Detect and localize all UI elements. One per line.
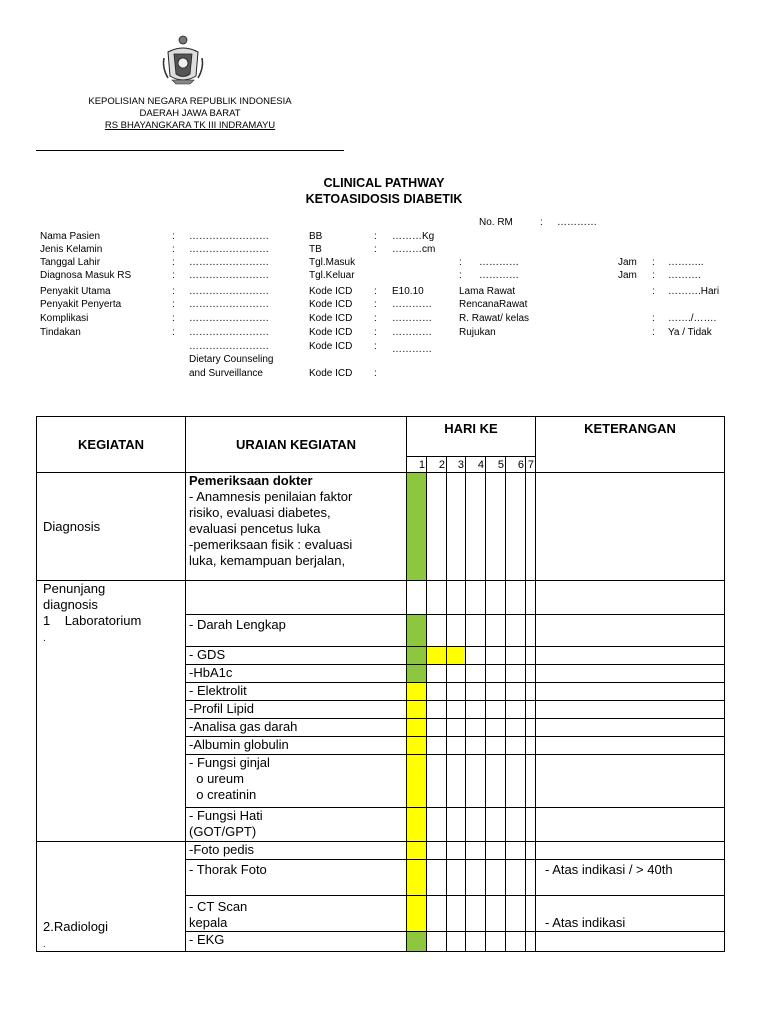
day-cell	[506, 737, 526, 755]
day-cell-filled	[407, 896, 427, 932]
day-cell	[506, 647, 526, 665]
keterangan-cell	[536, 842, 725, 860]
table-row	[37, 473, 725, 581]
header-row	[37, 417, 725, 457]
day-cell	[526, 647, 536, 665]
no-rm-colon: :	[540, 217, 543, 228]
day-cell	[447, 665, 466, 683]
keterangan-cell	[536, 719, 725, 737]
day-cell	[447, 860, 466, 896]
day-cell-filled	[407, 755, 427, 808]
day-cell	[506, 896, 526, 932]
day-cell	[486, 615, 506, 647]
kegiatan-diagnosis: Diagnosis	[37, 473, 186, 581]
field-label: Tindakan	[40, 327, 81, 338]
keterangan-cell	[536, 701, 725, 719]
field-colon: :	[374, 286, 377, 297]
day-cell	[486, 647, 506, 665]
field-colon: :	[459, 270, 462, 281]
day-cell	[486, 683, 506, 701]
day-cell	[427, 683, 447, 701]
uraian-heading: Pemeriksaan dokter	[189, 473, 313, 488]
keterangan-cell	[536, 683, 725, 701]
day-cell	[486, 581, 506, 615]
day-cell-filled	[407, 860, 427, 896]
org-name-line2: DAERAH JAWA BARAT	[139, 108, 241, 119]
field-colon: :	[652, 313, 655, 324]
day-cell	[427, 896, 447, 932]
kegiatan-radiologi: 2.Radiologi .	[37, 842, 186, 952]
field-colon: :	[652, 270, 655, 281]
day-cell-filled	[447, 647, 466, 665]
day-cell	[407, 581, 427, 615]
day-cell	[427, 665, 447, 683]
field-value: ……………………	[189, 270, 269, 281]
day-cell	[526, 755, 536, 808]
day-cell	[427, 755, 447, 808]
keterangan-cell	[536, 755, 725, 808]
document-title: CLINICAL PATHWAY	[323, 176, 445, 190]
day-cell	[486, 665, 506, 683]
day-cell-filled	[407, 808, 427, 842]
day-number: 3	[447, 457, 466, 473]
day-cell	[427, 860, 447, 896]
day-cell	[466, 647, 486, 665]
uraian-cell: -Albumin globulin	[186, 737, 407, 755]
field-label: Lama Rawat	[459, 286, 516, 297]
keterangan-cell	[536, 581, 725, 615]
header-keterangan: KETERANGAN	[536, 417, 725, 473]
field-value: …………	[479, 257, 519, 268]
day-cell	[526, 581, 536, 615]
day-cell	[526, 860, 536, 896]
uraian-cell: -HbA1c	[186, 665, 407, 683]
field-value: ……………………	[189, 299, 269, 310]
day-cell-filled	[407, 701, 427, 719]
no-rm-label: No. RM	[479, 217, 513, 228]
day-cell	[486, 473, 506, 581]
day-cell	[486, 860, 506, 896]
day-cell	[506, 683, 526, 701]
field-value: …………	[392, 344, 432, 355]
uraian-cell: -Profil Lipid	[186, 701, 407, 719]
field-value: ……………………	[189, 327, 269, 338]
keterangan-cell	[536, 647, 725, 665]
day-cell	[427, 842, 447, 860]
keterangan-cell	[536, 808, 725, 842]
day-number: 7	[526, 457, 536, 473]
day-cell	[486, 737, 506, 755]
day-cell	[466, 473, 486, 581]
day-cell	[506, 932, 526, 952]
field-colon: :	[172, 299, 175, 310]
day-cell	[486, 842, 506, 860]
field-label: Penyakit Penyerta	[40, 299, 122, 310]
field-label: TB	[309, 244, 322, 255]
day-cell	[526, 473, 536, 581]
day-cell	[466, 665, 486, 683]
day-cell	[466, 808, 486, 842]
day-cell	[466, 701, 486, 719]
field-colon: :	[172, 286, 175, 297]
day-cell	[466, 896, 486, 932]
field-label: Komplikasi	[40, 313, 89, 324]
day-cell	[447, 615, 466, 647]
field-colon: :	[172, 231, 175, 242]
field-label: Kode ICD	[309, 286, 353, 297]
field-value: ………Kg	[392, 231, 435, 242]
uraian-cell: - GDS	[186, 647, 407, 665]
uraian-cell: Pemeriksaan dokter - Anamnesis penilaian faktor risiko, evaluasi diabetes, evaluasi pencetus luka -pemeriksaan fisik : evaluasi luka, kemampuan berjalan,	[186, 473, 407, 581]
day-cell	[506, 755, 526, 808]
org-name-line1: KEPOLISIAN NEGARA REPUBLIK INDONESIA	[88, 96, 292, 107]
day-cell	[447, 932, 466, 952]
field-colon: :	[652, 286, 655, 297]
field-value: …………	[392, 299, 432, 310]
day-cell-filled	[407, 647, 427, 665]
day-cell	[447, 842, 466, 860]
day-cell	[427, 581, 447, 615]
field-label: BB	[309, 231, 323, 242]
police-emblem-icon	[160, 34, 206, 86]
table-row	[37, 581, 725, 615]
day-cell	[526, 842, 536, 860]
field-value: ……….	[668, 270, 701, 281]
day-cell	[427, 473, 447, 581]
day-cell-filled	[407, 683, 427, 701]
field-value: Ya / Tidak	[668, 327, 712, 338]
day-cell	[427, 719, 447, 737]
day-cell	[427, 737, 447, 755]
field-colon: :	[172, 313, 175, 324]
field-label: Tgl.Keluar	[309, 270, 355, 281]
day-cell	[526, 615, 536, 647]
keterangan-cell: - Atas indikasi	[536, 896, 725, 932]
field-value: ……………………	[189, 313, 269, 324]
day-cell	[427, 701, 447, 719]
day-number: 5	[486, 457, 506, 473]
day-cell	[466, 755, 486, 808]
day-cell	[526, 701, 536, 719]
day-cell	[526, 737, 536, 755]
no-rm-value: …………	[557, 217, 597, 228]
day-cell	[526, 683, 536, 701]
field-value: ………cm	[392, 244, 436, 255]
day-cell-filled	[407, 737, 427, 755]
day-cell	[506, 701, 526, 719]
day-cell-filled	[407, 665, 427, 683]
keterangan-cell	[536, 932, 725, 952]
day-cell-filled	[407, 719, 427, 737]
day-cell	[466, 719, 486, 737]
uraian-cell: -Analisa gas darah	[186, 719, 407, 737]
keterangan-cell	[536, 665, 725, 683]
day-cell	[526, 665, 536, 683]
field-value: ……………………	[189, 286, 269, 297]
day-cell-filled	[407, 932, 427, 952]
field-label: Nama Pasien	[40, 231, 101, 242]
day-cell	[466, 581, 486, 615]
field-value: …………	[392, 327, 432, 338]
field-colon: :	[374, 368, 377, 379]
day-number: 1	[407, 457, 427, 473]
field-value: ……./…….	[668, 313, 717, 324]
day-cell-filled	[427, 647, 447, 665]
field-colon: :	[652, 257, 655, 268]
field-label: RencanaRawat	[459, 299, 528, 310]
dietary-label-1: Dietary Counseling	[189, 354, 274, 365]
day-cell	[447, 473, 466, 581]
keterangan-cell	[536, 615, 725, 647]
day-cell	[486, 896, 506, 932]
field-label: Penyakit Utama	[40, 286, 111, 297]
day-cell	[506, 473, 526, 581]
field-value: ……………………	[189, 257, 269, 268]
field-value: ………..	[668, 257, 704, 268]
field-value: …………	[392, 313, 432, 324]
uraian-cell: - Darah Lengkap	[186, 615, 407, 647]
day-cell	[486, 808, 506, 842]
field-colon: :	[374, 327, 377, 338]
field-label: Kode ICD	[309, 341, 353, 352]
table-row	[37, 842, 725, 860]
field-value: ……………………	[189, 341, 269, 352]
day-cell	[427, 808, 447, 842]
field-label: Jam	[618, 270, 637, 281]
field-colon: :	[172, 327, 175, 338]
kegiatan-penunjang: Penunjang diagnosis 1 Laboratorium .	[37, 581, 186, 842]
uraian-cell: - Fungsi ginjal o ureum o creatinin	[186, 755, 407, 808]
field-label: Kode ICD	[309, 327, 353, 338]
dietary-label-2: and Surveillance	[189, 368, 263, 379]
uraian-cell: - Thorak Foto	[186, 860, 407, 896]
field-label: Jenis Kelamin	[40, 244, 103, 255]
day-cell	[526, 896, 536, 932]
day-cell	[506, 719, 526, 737]
day-cell	[466, 615, 486, 647]
uraian-cell	[186, 581, 407, 615]
field-label: Kode ICD	[309, 368, 353, 379]
day-cell	[447, 683, 466, 701]
day-cell-filled	[407, 473, 427, 581]
field-label: Rujukan	[459, 327, 496, 338]
field-colon: :	[374, 231, 377, 242]
day-cell	[447, 737, 466, 755]
day-cell	[447, 896, 466, 932]
field-value: ……………………	[189, 244, 269, 255]
day-number: 2	[427, 457, 447, 473]
day-cell	[506, 842, 526, 860]
day-cell	[447, 581, 466, 615]
day-cell	[447, 755, 466, 808]
field-value: E10.10	[392, 286, 424, 297]
day-cell	[466, 683, 486, 701]
day-number: 6	[506, 457, 526, 473]
document-subtitle: KETOASIDOSIS DIABETIK	[305, 192, 463, 206]
day-cell	[466, 842, 486, 860]
field-colon: :	[652, 327, 655, 338]
field-label: Kode ICD	[309, 313, 353, 324]
field-colon: :	[172, 244, 175, 255]
field-label: Diagnosa Masuk RS	[40, 270, 132, 281]
day-cell	[486, 719, 506, 737]
day-cell	[506, 615, 526, 647]
day-cell	[506, 808, 526, 842]
field-colon: :	[374, 341, 377, 352]
uraian-cell: - Fungsi Hati (GOT/GPT)	[186, 808, 407, 842]
day-cell	[526, 808, 536, 842]
field-label: Kode ICD	[309, 299, 353, 310]
uraian-cell: - EKG	[186, 932, 407, 952]
field-label: Tgl.Masuk	[309, 257, 356, 268]
keterangan-cell	[536, 473, 725, 581]
day-cell	[447, 701, 466, 719]
uraian-cell: -Foto pedis	[186, 842, 407, 860]
day-cell	[447, 808, 466, 842]
day-cell	[526, 719, 536, 737]
org-name-line3: RS BHAYANGKARA TK III INDRAMAYU	[104, 120, 276, 131]
field-colon: :	[374, 299, 377, 310]
day-cell	[486, 755, 506, 808]
day-cell	[486, 701, 506, 719]
header-uraian: URAIAN KEGIATAN	[186, 417, 407, 473]
day-cell	[506, 860, 526, 896]
day-number: 4	[466, 457, 486, 473]
field-label: R. Rawat/ kelas	[459, 313, 530, 324]
day-cell	[466, 932, 486, 952]
day-cell-filled	[407, 842, 427, 860]
field-colon: :	[172, 257, 175, 268]
header-hari: HARI KE	[407, 417, 536, 457]
uraian-cell: - Elektrolit	[186, 683, 407, 701]
field-colon: :	[374, 313, 377, 324]
day-cell	[466, 737, 486, 755]
pathway-table	[36, 416, 725, 952]
day-cell	[486, 932, 506, 952]
day-cell	[427, 615, 447, 647]
day-cell	[447, 719, 466, 737]
field-colon: :	[172, 270, 175, 281]
field-value: ……….Hari	[668, 286, 720, 297]
day-cell-filled	[407, 615, 427, 647]
day-cell	[506, 665, 526, 683]
uraian-cell: - CT Scan kepala	[186, 896, 407, 932]
day-cell	[506, 581, 526, 615]
header-kegiatan: KEGIATAN	[37, 417, 186, 473]
header-divider	[36, 150, 344, 151]
day-cell	[427, 932, 447, 952]
day-cell	[526, 932, 536, 952]
day-cell	[466, 860, 486, 896]
keterangan-cell	[536, 737, 725, 755]
field-label: Jam	[618, 257, 637, 268]
keterangan-cell: - Atas indikasi / > 40th	[536, 860, 725, 896]
field-value: ……………………	[189, 231, 269, 242]
field-value: …………	[479, 270, 519, 281]
field-colon: :	[374, 244, 377, 255]
field-colon: :	[459, 257, 462, 268]
field-label: Tanggal Lahir	[40, 257, 101, 268]
